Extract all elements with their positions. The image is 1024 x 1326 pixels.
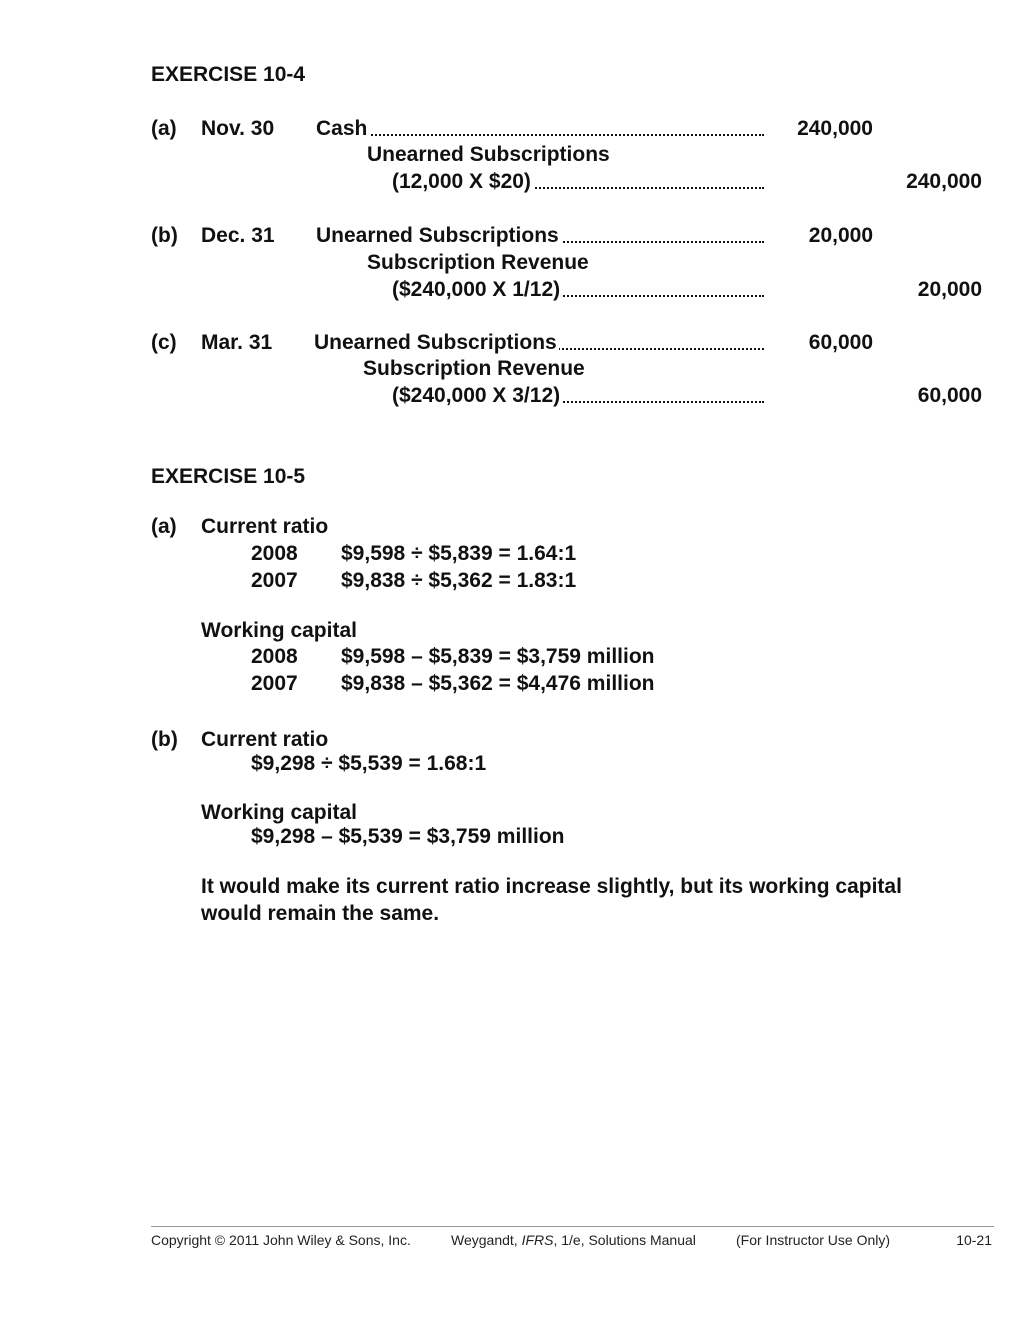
part-a-wc-year-2008: 2008 bbox=[251, 645, 298, 668]
part-b-conclusion-line-2: would remain the same. bbox=[201, 902, 440, 925]
entry-c-credit-account: Subscription Revenue bbox=[363, 357, 585, 380]
part-a-wc-expr-2007: $9,838 – $5,362 = $4,476 million bbox=[341, 672, 655, 695]
entry-a-label: (a) bbox=[151, 117, 177, 140]
part-b-cr-expr: $9,298 ÷ $5,539 = 1.68:1 bbox=[251, 752, 487, 775]
entry-b-credit-account: Subscription Revenue bbox=[367, 251, 589, 274]
part-b-conclusion-line-1: It would make its current ratio increase slightly, but its working capital bbox=[201, 875, 902, 898]
entry-c-date: Mar. 31 bbox=[201, 331, 273, 354]
footer-rule bbox=[151, 1226, 994, 1227]
entry-a-calculation: (12,000 X $20) bbox=[392, 169, 764, 195]
entry-a-debit-account: Cash bbox=[316, 116, 764, 142]
entry-c-credit-amount: 60,000 bbox=[917, 384, 982, 407]
entry-a-debit-amount: 240,000 bbox=[797, 117, 873, 140]
part-a-current-ratio-heading: Current ratio bbox=[201, 515, 329, 538]
part-b-current-ratio-heading: Current ratio bbox=[201, 728, 329, 751]
footer-notice: (For Instructor Use Only) bbox=[736, 1232, 891, 1248]
entry-a-credit-account: Unearned Subscriptions bbox=[367, 143, 610, 166]
exercise-10-4-title: EXERCISE 10-4 bbox=[151, 63, 306, 86]
part-b-working-capital-heading: Working capital bbox=[201, 801, 357, 824]
part-a-cr-year-2008: 2008 bbox=[251, 542, 298, 565]
footer-page-number: 10-21 bbox=[956, 1232, 992, 1248]
part-b-label: (b) bbox=[151, 728, 178, 751]
entry-b-calculation: ($240,000 X 1/12) bbox=[392, 277, 764, 303]
entry-a-date: Nov. 30 bbox=[201, 117, 275, 140]
part-a-cr-expr-2007: $9,838 ÷ $5,362 = 1.83:1 bbox=[341, 569, 577, 592]
entry-a-credit-amount: 240,000 bbox=[906, 170, 982, 193]
entry-b-date: Dec. 31 bbox=[201, 224, 275, 247]
entry-b-debit-amount: 20,000 bbox=[808, 224, 873, 247]
part-a-cr-year-2007: 2007 bbox=[251, 569, 298, 592]
entry-b-debit-account: Unearned Subscriptions bbox=[316, 223, 764, 249]
part-a-working-capital-heading: Working capital bbox=[201, 619, 357, 642]
entry-b-label: (b) bbox=[151, 224, 178, 247]
part-a-cr-expr-2008: $9,598 ÷ $5,839 = 1.64:1 bbox=[341, 542, 577, 565]
part-a-wc-year-2007: 2007 bbox=[251, 672, 298, 695]
footer-book-info: Weygandt, IFRS, 1/e, Solutions Manual bbox=[451, 1232, 696, 1248]
entry-c-label: (c) bbox=[151, 331, 177, 354]
exercise-10-5-title: EXERCISE 10-5 bbox=[151, 465, 306, 488]
entry-c-calculation: ($240,000 X 3/12) bbox=[392, 383, 764, 409]
part-a-wc-expr-2008: $9,598 – $5,839 = $3,759 million bbox=[341, 645, 655, 668]
part-a-label: (a) bbox=[151, 515, 177, 538]
entry-b-credit-amount: 20,000 bbox=[917, 278, 982, 301]
footer-copyright: Copyright © 2011 John Wiley & Sons, Inc. bbox=[151, 1232, 411, 1248]
entry-c-debit-amount: 60,000 bbox=[808, 331, 873, 354]
footer-book-title: IFRS bbox=[521, 1232, 554, 1248]
entry-c-debit-account: Unearned Subscriptions bbox=[314, 330, 764, 356]
part-b-wc-expr: $9,298 – $5,539 = $3,759 million bbox=[251, 825, 565, 848]
